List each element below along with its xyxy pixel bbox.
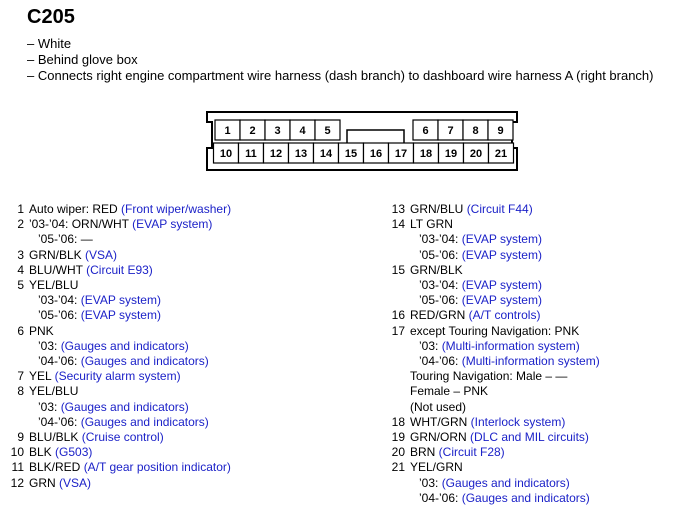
- pin-15-label: 15: [344, 148, 358, 160]
- circuit-link[interactable]: (Multi-information system): [441, 338, 580, 353]
- wire-description: ’03-’04:: [38, 293, 81, 308]
- pin-12-label: 12: [269, 148, 283, 160]
- pin-entry-19: [391, 430, 600, 445]
- wire-description: YEL/BLU: [29, 384, 79, 399]
- circuit-link[interactable]: (Multi-information system): [461, 354, 600, 369]
- wire-description: GRN: [29, 475, 59, 490]
- pin-entry-3: [17, 247, 231, 263]
- circuit-link[interactable]: (Gauges and indicators): [60, 338, 189, 353]
- wire-description: BLK: [29, 445, 56, 460]
- wire-description: Auto wiper: RED: [29, 202, 122, 216]
- location-line: – Behind glove box: [27, 52, 138, 67]
- circuit-link[interactable]: (EVAP system): [80, 308, 161, 323]
- wire-description: ’03-’04: ORN/WHT: [29, 217, 133, 232]
- pin-number: 2: [17, 217, 24, 232]
- pin-1-label: 1: [224, 125, 231, 137]
- circuit-link[interactable]: (VSA): [59, 475, 92, 490]
- wire-description: BLK/RED: [29, 460, 84, 475]
- pin-entry-4: [17, 262, 231, 278]
- wire-description: ’05-’06:: [419, 293, 462, 308]
- pin-20-label: 20: [469, 148, 483, 160]
- circuit-link[interactable]: (G503): [55, 445, 93, 460]
- wire-description: GRN/BLU: [410, 202, 467, 216]
- pin-17-label: 17: [394, 148, 408, 160]
- pin-list-left: [10, 202, 232, 491]
- pin-entry-6: [17, 323, 231, 370]
- pin-18-label: 18: [419, 148, 433, 160]
- connector-title: C205: [27, 6, 75, 28]
- pin-number: 3: [17, 247, 24, 262]
- pin-entry-21: [391, 460, 600, 506]
- wire-description: WHT/GRN: [410, 414, 471, 429]
- circuit-link[interactable]: (Circuit F28): [438, 445, 505, 460]
- circuit-link[interactable]: (EVAP system): [461, 278, 542, 293]
- wire-description: ’04-’06:: [38, 414, 81, 429]
- wire-description: ’03-’04:: [419, 232, 462, 247]
- pin-11-label: 11: [245, 148, 257, 160]
- wire-description: ’03:: [38, 338, 61, 353]
- pin-number: 6: [17, 323, 24, 338]
- wire-description: (Not used): [410, 399, 467, 414]
- pin-2-label: 2: [249, 125, 256, 137]
- wire-description: PNK: [29, 323, 54, 338]
- pin-19-label: 19: [444, 148, 458, 160]
- color-line: – White: [27, 36, 72, 51]
- wire-description: RED/GRN: [410, 308, 469, 323]
- pin-14-label: 14: [319, 148, 333, 160]
- pin-6-label: 6: [422, 125, 429, 137]
- pin-4-label: 4: [299, 125, 306, 137]
- pin-entry-20: [391, 445, 600, 460]
- pin-entry-16: [391, 308, 600, 323]
- pin-entry-18: [391, 414, 600, 430]
- pin-16-label: 16: [369, 148, 383, 160]
- pin-number: 8: [17, 384, 24, 399]
- circuit-link[interactable]: (Security alarm system): [54, 369, 181, 384]
- wire-description: YEL/BLU: [29, 278, 79, 293]
- pin-number: 16: [391, 308, 405, 323]
- pin-number: 9: [17, 430, 24, 445]
- pin-entry-10: [10, 445, 231, 460]
- pin-9-label: 9: [497, 125, 504, 137]
- wire-description: ’03:: [419, 338, 442, 353]
- pin-number: 13: [391, 202, 405, 216]
- wire-description: ’03:: [38, 399, 61, 414]
- connection-line: – Connects right engine compartment wire harness (dash branch) to dashboard wire harness A (right branch): [27, 68, 654, 83]
- pin-entry-17: [391, 323, 600, 415]
- circuit-link[interactable]: (Circuit E93): [86, 262, 153, 277]
- wire-description: except Touring Navigation: PNK: [410, 323, 580, 338]
- circuit-link[interactable]: (Interlock system): [470, 414, 566, 429]
- pin-number: 11: [11, 460, 24, 475]
- circuit-link[interactable]: (EVAP system): [461, 247, 542, 262]
- pin-entry-8: [17, 384, 231, 430]
- pin-entry-11: [11, 460, 231, 475]
- pin-number: 1: [17, 202, 24, 216]
- circuit-link[interactable]: (DLC and MIL circuits): [470, 430, 589, 445]
- pin-number: 5: [17, 278, 24, 293]
- wire-description: BLU/BLK: [29, 430, 82, 445]
- wire-description: ’04-’06:: [38, 354, 81, 369]
- wire-description: ’05-’06: —: [38, 232, 93, 247]
- pin-number: 15: [391, 262, 405, 277]
- pin-number: 10: [10, 445, 24, 460]
- wire-description: YEL/GRN: [410, 460, 463, 475]
- pin-5-label: 5: [324, 125, 331, 137]
- connector-diagram: [0, 0, 700, 200]
- circuit-link[interactable]: (EVAP system): [80, 293, 161, 308]
- pin-entry-5: [17, 278, 231, 324]
- wire-description: ’03-’04:: [419, 278, 462, 293]
- wire-description: Touring Navigation: Male – —: [410, 369, 568, 384]
- wire-description: GRN/BLK: [29, 247, 86, 262]
- pin-10-label: 10: [219, 148, 233, 160]
- circuit-link[interactable]: (Cruise control): [81, 430, 164, 445]
- circuit-link[interactable]: (A/T controls): [468, 308, 541, 323]
- pin-3-label: 3: [274, 125, 281, 137]
- pin-21-label: 21: [494, 148, 508, 160]
- pin-entry-15: [391, 262, 600, 309]
- wire-description: ’03:: [419, 475, 442, 490]
- circuit-link[interactable]: (Gauges and indicators): [461, 490, 590, 505]
- pin-number: 21: [391, 460, 405, 475]
- wire-description: ’05-’06:: [38, 308, 81, 323]
- wire-description: BLU/WHT: [29, 262, 87, 277]
- pin-8-label: 8: [472, 125, 479, 137]
- pin-13-label: 13: [294, 148, 308, 160]
- circuit-link[interactable]: (Gauges and indicators): [60, 399, 189, 414]
- pin-entry-7: [17, 369, 231, 384]
- pin-number: 12: [10, 475, 24, 490]
- circuit-link[interactable]: (Front wiper/washer): [121, 202, 232, 216]
- wire-description: LT GRN: [410, 217, 453, 232]
- pin-entry-12: [10, 475, 231, 491]
- circuit-link[interactable]: (EVAP system): [461, 293, 542, 308]
- circuit-link[interactable]: (VSA): [85, 247, 118, 262]
- pin-number: 4: [17, 262, 24, 277]
- circuit-link[interactable]: (Gauges and indicators): [80, 414, 209, 429]
- pin-number: 19: [391, 430, 405, 445]
- pin-entry-14: [391, 217, 600, 263]
- pin-7-label: 7: [447, 125, 454, 137]
- wire-description: ’05-’06:: [419, 247, 462, 262]
- circuit-link[interactable]: (A/T gear position indicator): [83, 460, 231, 475]
- pin-entry-1: [17, 202, 232, 217]
- wire-description: BRN: [410, 445, 439, 460]
- circuit-link[interactable]: (Gauges and indicators): [441, 475, 570, 490]
- circuit-link[interactable]: (EVAP system): [132, 217, 213, 232]
- wire-description: Female – PNK: [410, 384, 489, 399]
- wire-description: YEL: [29, 369, 55, 384]
- wire-description: ’04-’06:: [419, 490, 462, 505]
- wire-description: ’04-’06:: [419, 354, 462, 369]
- pin-list-right: [391, 202, 600, 506]
- pin-number: 7: [17, 369, 24, 384]
- pin-number: 18: [391, 414, 405, 429]
- wire-description: GRN/BLK: [410, 262, 463, 277]
- pin-entry-9: [17, 430, 231, 445]
- pin-entry-2: [17, 217, 231, 247]
- circuit-link[interactable]: (EVAP system): [461, 232, 542, 247]
- pin-number: 14: [391, 217, 405, 232]
- pin-number: 17: [391, 323, 405, 338]
- pin-number: 20: [391, 445, 405, 460]
- pin-entry-13: [391, 202, 600, 217]
- wire-description: GRN/ORN: [410, 430, 470, 445]
- circuit-link[interactable]: (Circuit F44): [466, 202, 533, 216]
- circuit-link[interactable]: (Gauges and indicators): [80, 354, 209, 369]
